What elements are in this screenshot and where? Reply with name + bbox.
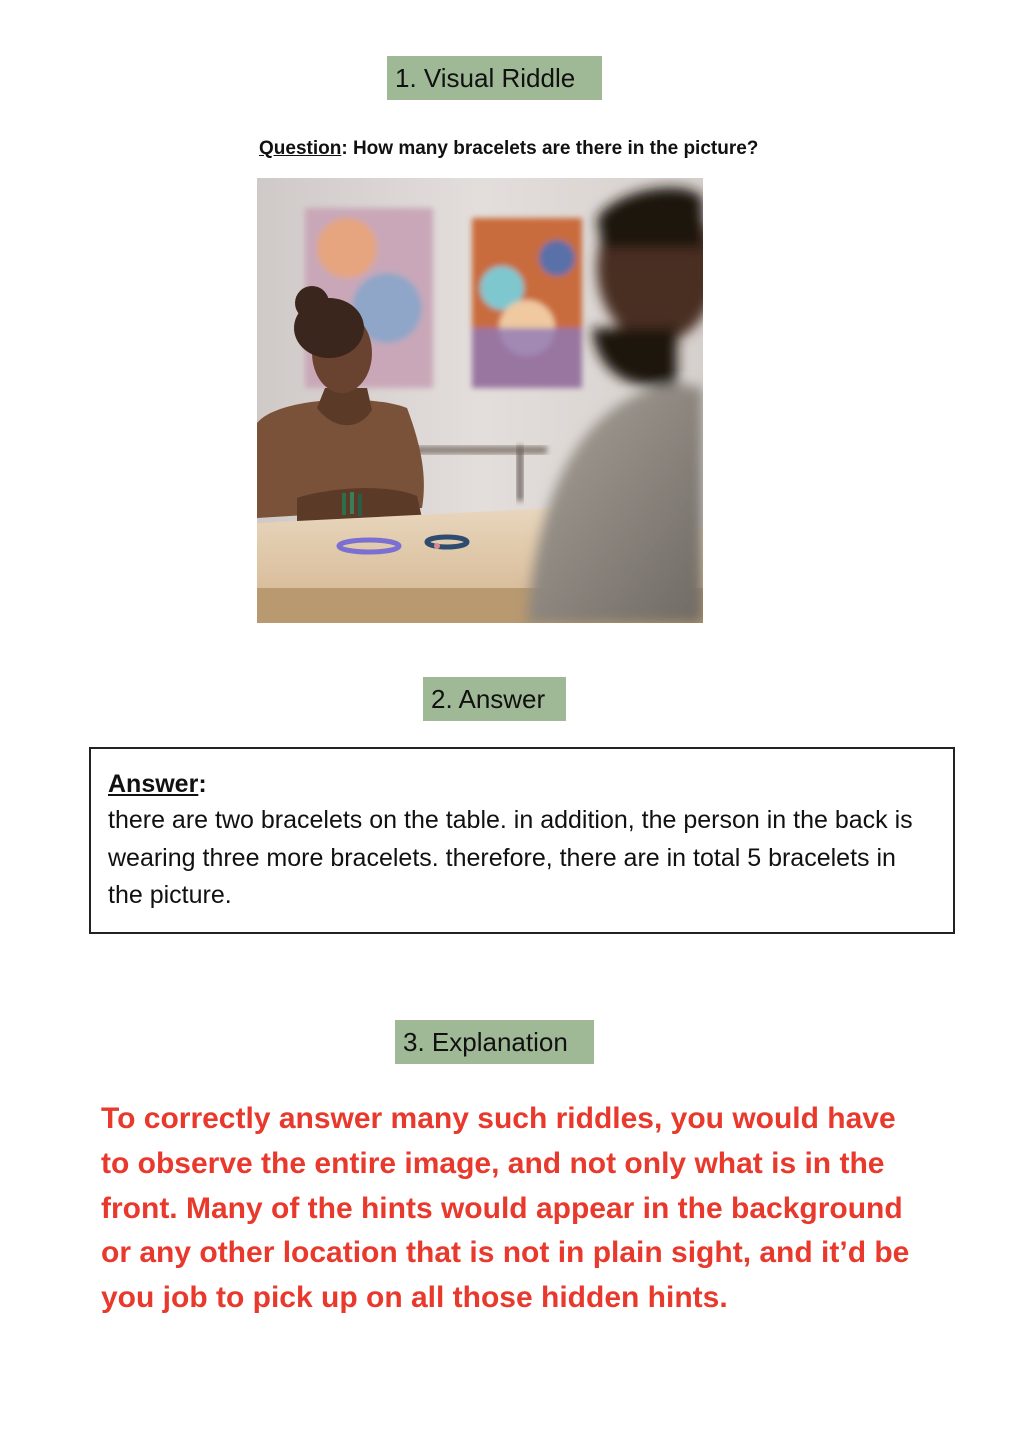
answer-label-colon: : [198,770,207,798]
answer-label-word: Answer [108,770,199,798]
riddle-photo [257,178,703,623]
answer-box [89,747,955,934]
section-heading-answer: 2. Answer [423,677,566,721]
section-heading-explanation: 3. Explanation [395,1020,594,1064]
answer-label [108,767,937,801]
question-text: : How many bracelets are there in the picture? [341,138,759,159]
explanation-text: To correctly answer many such riddles, you would have to observe the entire image, and not only what is in the front. Many of the hints would appear in the background or any other location that is not in plain sight, and it’d be you job to pick up on all those hidden hints. [101,1102,910,1315]
section-heading-visual-riddle: 1. Visual Riddle [387,56,602,100]
answer-text: there are two bracelets on the table. in addition, the person in the back is wearing three more bracelets. therefore, there are in total 5 bracelets in the picture. [108,806,913,909]
question-label: Question [259,138,342,159]
question [259,138,758,160]
